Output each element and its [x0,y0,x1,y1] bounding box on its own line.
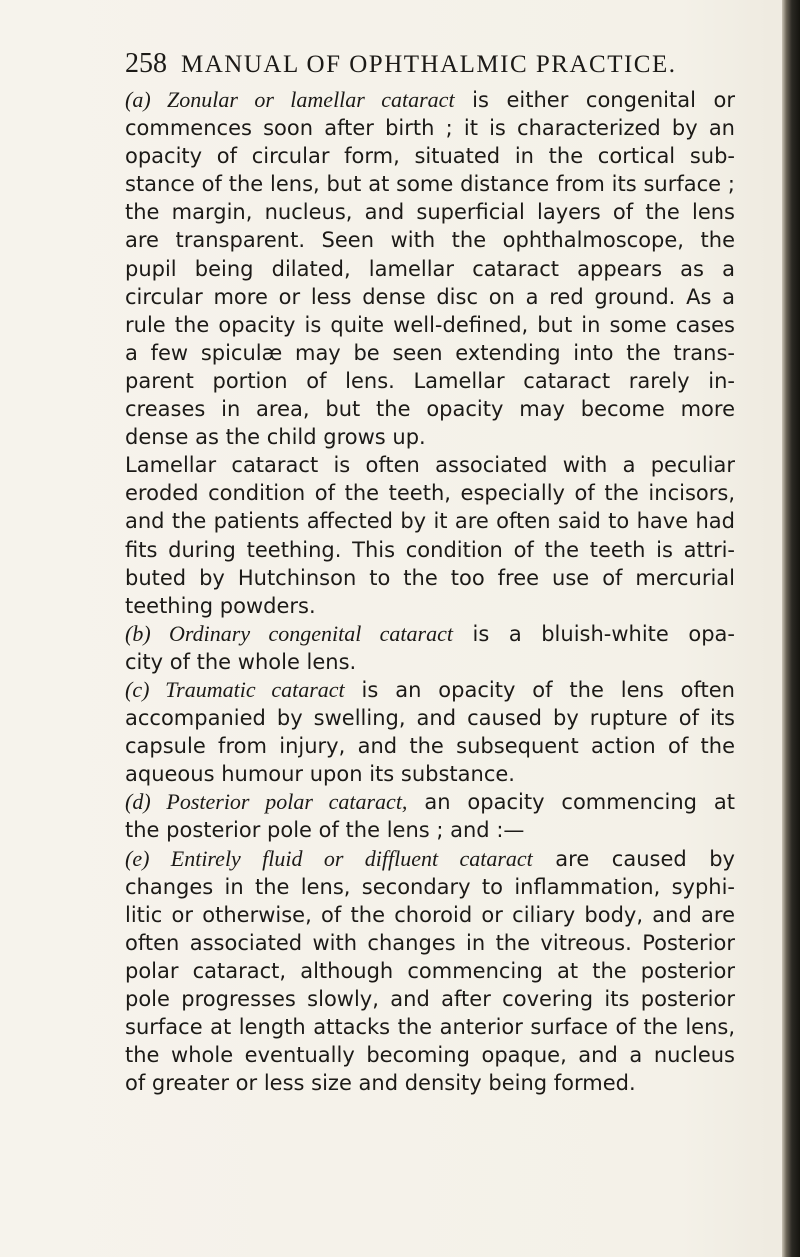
line-text: are caused by [532,846,735,871]
line-text: polar cataract, although commencing at the posterior [125,958,735,983]
text-line [125,760,735,788]
text-line [125,788,735,816]
text-line [125,704,735,732]
body-text [125,86,735,1097]
line-text: are transparent. Seen with the ophthalmoscope, the [125,228,735,253]
text-line [125,873,735,901]
italic-heading: (a) Zonular or lamellar cataract [125,87,455,112]
line-text: pole progresses slowly, and after covering its posterior [125,987,735,1011]
text-line [125,339,735,367]
page-edge [782,0,800,1257]
line-text: is an opacity of the lens often [344,677,735,702]
text-line [125,1069,735,1097]
text-line [125,114,735,142]
line-text: city of the whole lens. [125,649,357,674]
italic-heading: (e) Entirely fluid or diffluent cataract [125,845,533,871]
italic-heading: (d) Posterior polar cataract, [125,789,408,815]
text-line [125,367,735,395]
text-line [125,1013,735,1041]
line-text: and the patients affected by it are often said to have had [125,509,735,534]
text-line [125,255,735,283]
text-line [125,1041,735,1069]
text-line [125,592,735,620]
text-line [125,985,735,1013]
line-text: commences soon after birth ; it is characterized by an [125,116,735,141]
text-line [125,929,735,957]
text-line [125,142,735,170]
italic-heading: (c) Traumatic cataract [125,676,345,702]
line-text: the margin, nucleus, and superficial layers of the lens [125,200,735,225]
text-line [125,620,735,648]
line-text: stance of the lens, but at some distance from its surface ; [125,172,735,197]
line-text: litic or otherwise, of the choroid or ciliary body, and are [125,902,735,927]
line-text: capsule from injury, and the subsequent action of the [125,734,735,759]
line-text: fits during teething. This condition of the teeth is attri- [125,537,735,562]
running-head [125,48,677,80]
text-line [125,648,735,676]
line-text: opacity of circular form, situated in the cortical sub- [125,144,735,169]
text-line [125,957,735,985]
line-text: is a bluish-white opa- [452,621,735,646]
line-text: dense as the child grows up. [125,425,426,450]
text-line [125,845,735,873]
line-text: aqueous humour upon its substance. [125,762,515,787]
text-line [125,198,735,226]
line-text: pupil being dilated, lamellar cataract appears as a [125,256,735,281]
line-text: circular more or less dense disc on a red ground. As a [125,284,735,309]
text-line [125,311,735,339]
line-text: is either congenital or [454,88,735,112]
line-text: teething powders. [125,593,316,618]
line-text: changes in the lens, secondary to inflammation, syphi- [125,874,735,899]
text-line [125,86,735,114]
line-text: the posterior pole of the lens ; and :— [125,818,525,843]
line-text: parent portion of lens. Lamellar cataract rarely in- [125,368,735,393]
line-text: buted by Hutchinson to the too free use of mercurial [125,565,735,590]
line-text: of greater or less size and density being formed. [125,1071,636,1096]
line-text: often associated with changes in the vitreous. Posterior [125,930,735,955]
text-line [125,226,735,254]
text-line [125,283,735,311]
text-line [125,423,735,451]
text-line [125,901,735,929]
page-number: 258 [125,48,167,79]
line-text: surface at length attacks the anterior surface of the lens, [125,1015,735,1040]
line-text: rule the opacity is quite well-defined, but in some cases [125,312,735,337]
line-text: an opacity commencing at [407,790,735,815]
italic-heading: (b) Ordinary congenital cataract [125,620,453,646]
text-line [125,451,735,479]
text-line [125,507,735,535]
text-line [125,536,735,564]
text-line [125,479,735,507]
text-line [125,564,735,592]
line-text: creases in area, but the opacity may become more [125,397,735,422]
running-title: MANUAL OF OPHTHALMIC PRACTICE. [181,51,677,78]
text-line [125,732,735,760]
line-text: eroded condition of the teeth, especially of the incisors, [125,481,735,506]
text-line [125,395,735,423]
line-text: accompanied by swelling, and caused by rupture of its [125,706,735,731]
text-line [125,170,735,198]
line-text: Lamellar cataract is often associated with a peculiar [125,453,735,478]
line-text: the whole eventually becoming opaque, and a nucleus [125,1043,735,1068]
line-text: a few spiculæ may be seen extending into the trans- [125,340,735,365]
text-line [125,816,735,844]
text-line [125,676,735,704]
